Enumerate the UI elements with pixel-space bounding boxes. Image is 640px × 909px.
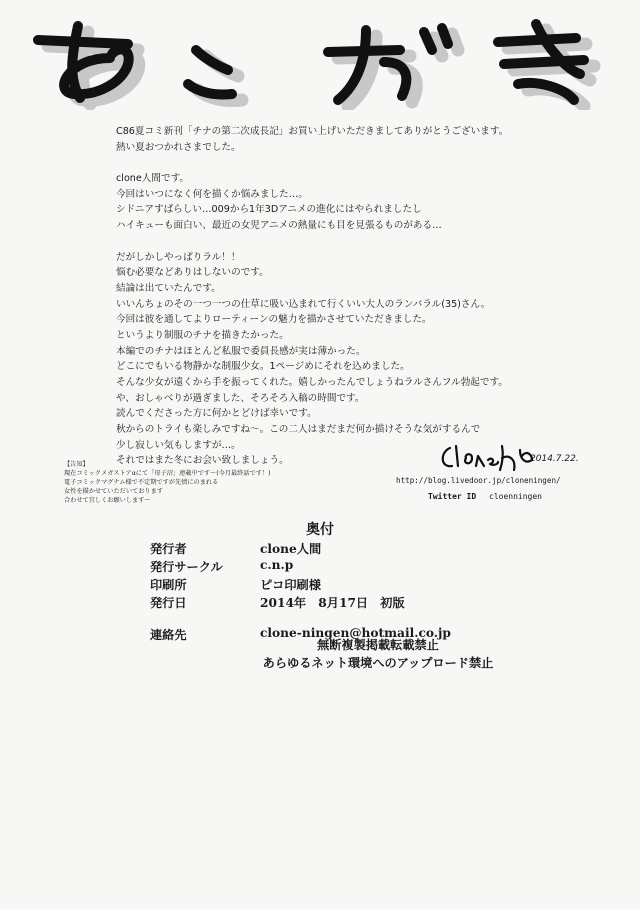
afterword-title-lettering [28,14,618,110]
colophon-value: clone人間 [260,542,322,556]
afterword-line: 今回はいつになく何を描くか悩みました…。 [116,188,308,200]
notice-heading: 【告知】 [64,461,89,468]
twitter-id: cloenningen [489,492,542,501]
colophon-label: 発行者 [150,542,187,556]
afterword-line: だがしかしやっぱりラル！！ [116,251,241,263]
afterword-line: シドニアすばらしい…009から1年3Dアニメの進化にはやられましたし [116,204,422,216]
handwritten-signature [436,440,612,474]
notice-line: 現在コミックメガストアαにて「母子沼」連載中です〜(今月最終話です！) [64,470,271,477]
contact-email: clone-ningen@hotmail.co.jp [260,626,451,640]
afterword-line: というより制服のチナを描きたかった。 [116,329,289,341]
colophon-table [150,540,570,644]
afterword-line: 今回は彼を通してよりローティーンの魅力を描かさせていただきました。 [116,314,432,326]
afterword-line: いいんちょのその一つ一つの仕草に吸い込まれて行くいい大人のランバラル(35)さん。 [116,298,491,310]
afterword-line: 悩む必要などありはしないのです。 [116,267,269,279]
afterword-body [116,124,596,469]
colophon-row-printer [150,576,570,594]
afterword-line: clone人間です。 [116,173,189,185]
colophon-row-publisher [150,540,570,558]
colophon-label: 印刷所 [150,578,187,592]
notice-line: 合わせて宜しくお願いします〜 [64,497,151,504]
notice-block [64,460,394,505]
colophon-label: 発行日 [150,596,187,610]
colophon-value: 2014年 8月17日 初版 [260,596,405,610]
afterword-line: や、おしゃべりが過ぎました、そろそろ入稿の時間です。 [116,392,365,404]
paragraph-gap [116,234,596,250]
colophon-row-date [150,594,570,612]
afterword-line: 少し寂しい気もしますが…。 [116,439,241,451]
colophon-value: c.n.p [260,558,294,572]
afterword-title [28,14,618,110]
afterword-line: どこにでもいる物静かな制服少女。1ページめにそれを込めました。 [116,361,410,373]
notice-line: 電子コミックマグナム様で不定期ですが先情にのまれる [64,479,219,486]
colophon-title: 奥付 [306,522,334,538]
colophon-value: ピコ印刷様 [260,578,321,592]
colophon-row-circle [150,558,570,576]
blog-url: http://blog.livedoor.jp/cloneningen/ [396,476,561,485]
afterword-line: 結論は出ていたんです。 [116,282,221,294]
afterword-line: それではまた冬にお会い致しましょう。 [116,455,289,467]
afterword-line: 読んでくださった方に何かとどけば幸いです。 [116,408,317,420]
afterword-line: そんな少女が遠くから手を振ってくれた。嬉しかったんでしょうねラルさんフル勃起です。 [116,377,508,388]
twitter-label: Twitter ID [428,492,477,501]
legal-notice-upload: あらゆるネット環境へのアップロード禁止 [262,656,494,670]
afterword-line: 秋からのトライも楽しみですね〜。この二人はまだまだ何か描けそうな気がするんで [116,424,481,436]
afterword-line: 熱い夏おつかれさまでした。 [116,141,241,153]
notice-line: 女性を描かせていただいております [64,488,163,495]
afterword-line: ハイキューも面白い、最近の女児アニメの熱量にも目を見張るものがある… [116,220,442,232]
legal-notice-reproduction: 無断複製掲載転載禁止 [317,638,439,652]
twitter-line [428,492,542,501]
afterword-line: C86夏コミ新刊「チナの第二次成長記」お買い上げいただきましてありがとうございます。 [116,126,509,137]
colophon-label: 発行サークル [150,560,223,574]
afterword-line: 本編でのチナはほとんど私服で委員長感が実は薄かった。 [116,345,366,357]
signature-date: 2014.7.22. [530,454,579,464]
paragraph-gap [116,155,596,171]
colophon-label: 連絡先 [150,628,187,642]
